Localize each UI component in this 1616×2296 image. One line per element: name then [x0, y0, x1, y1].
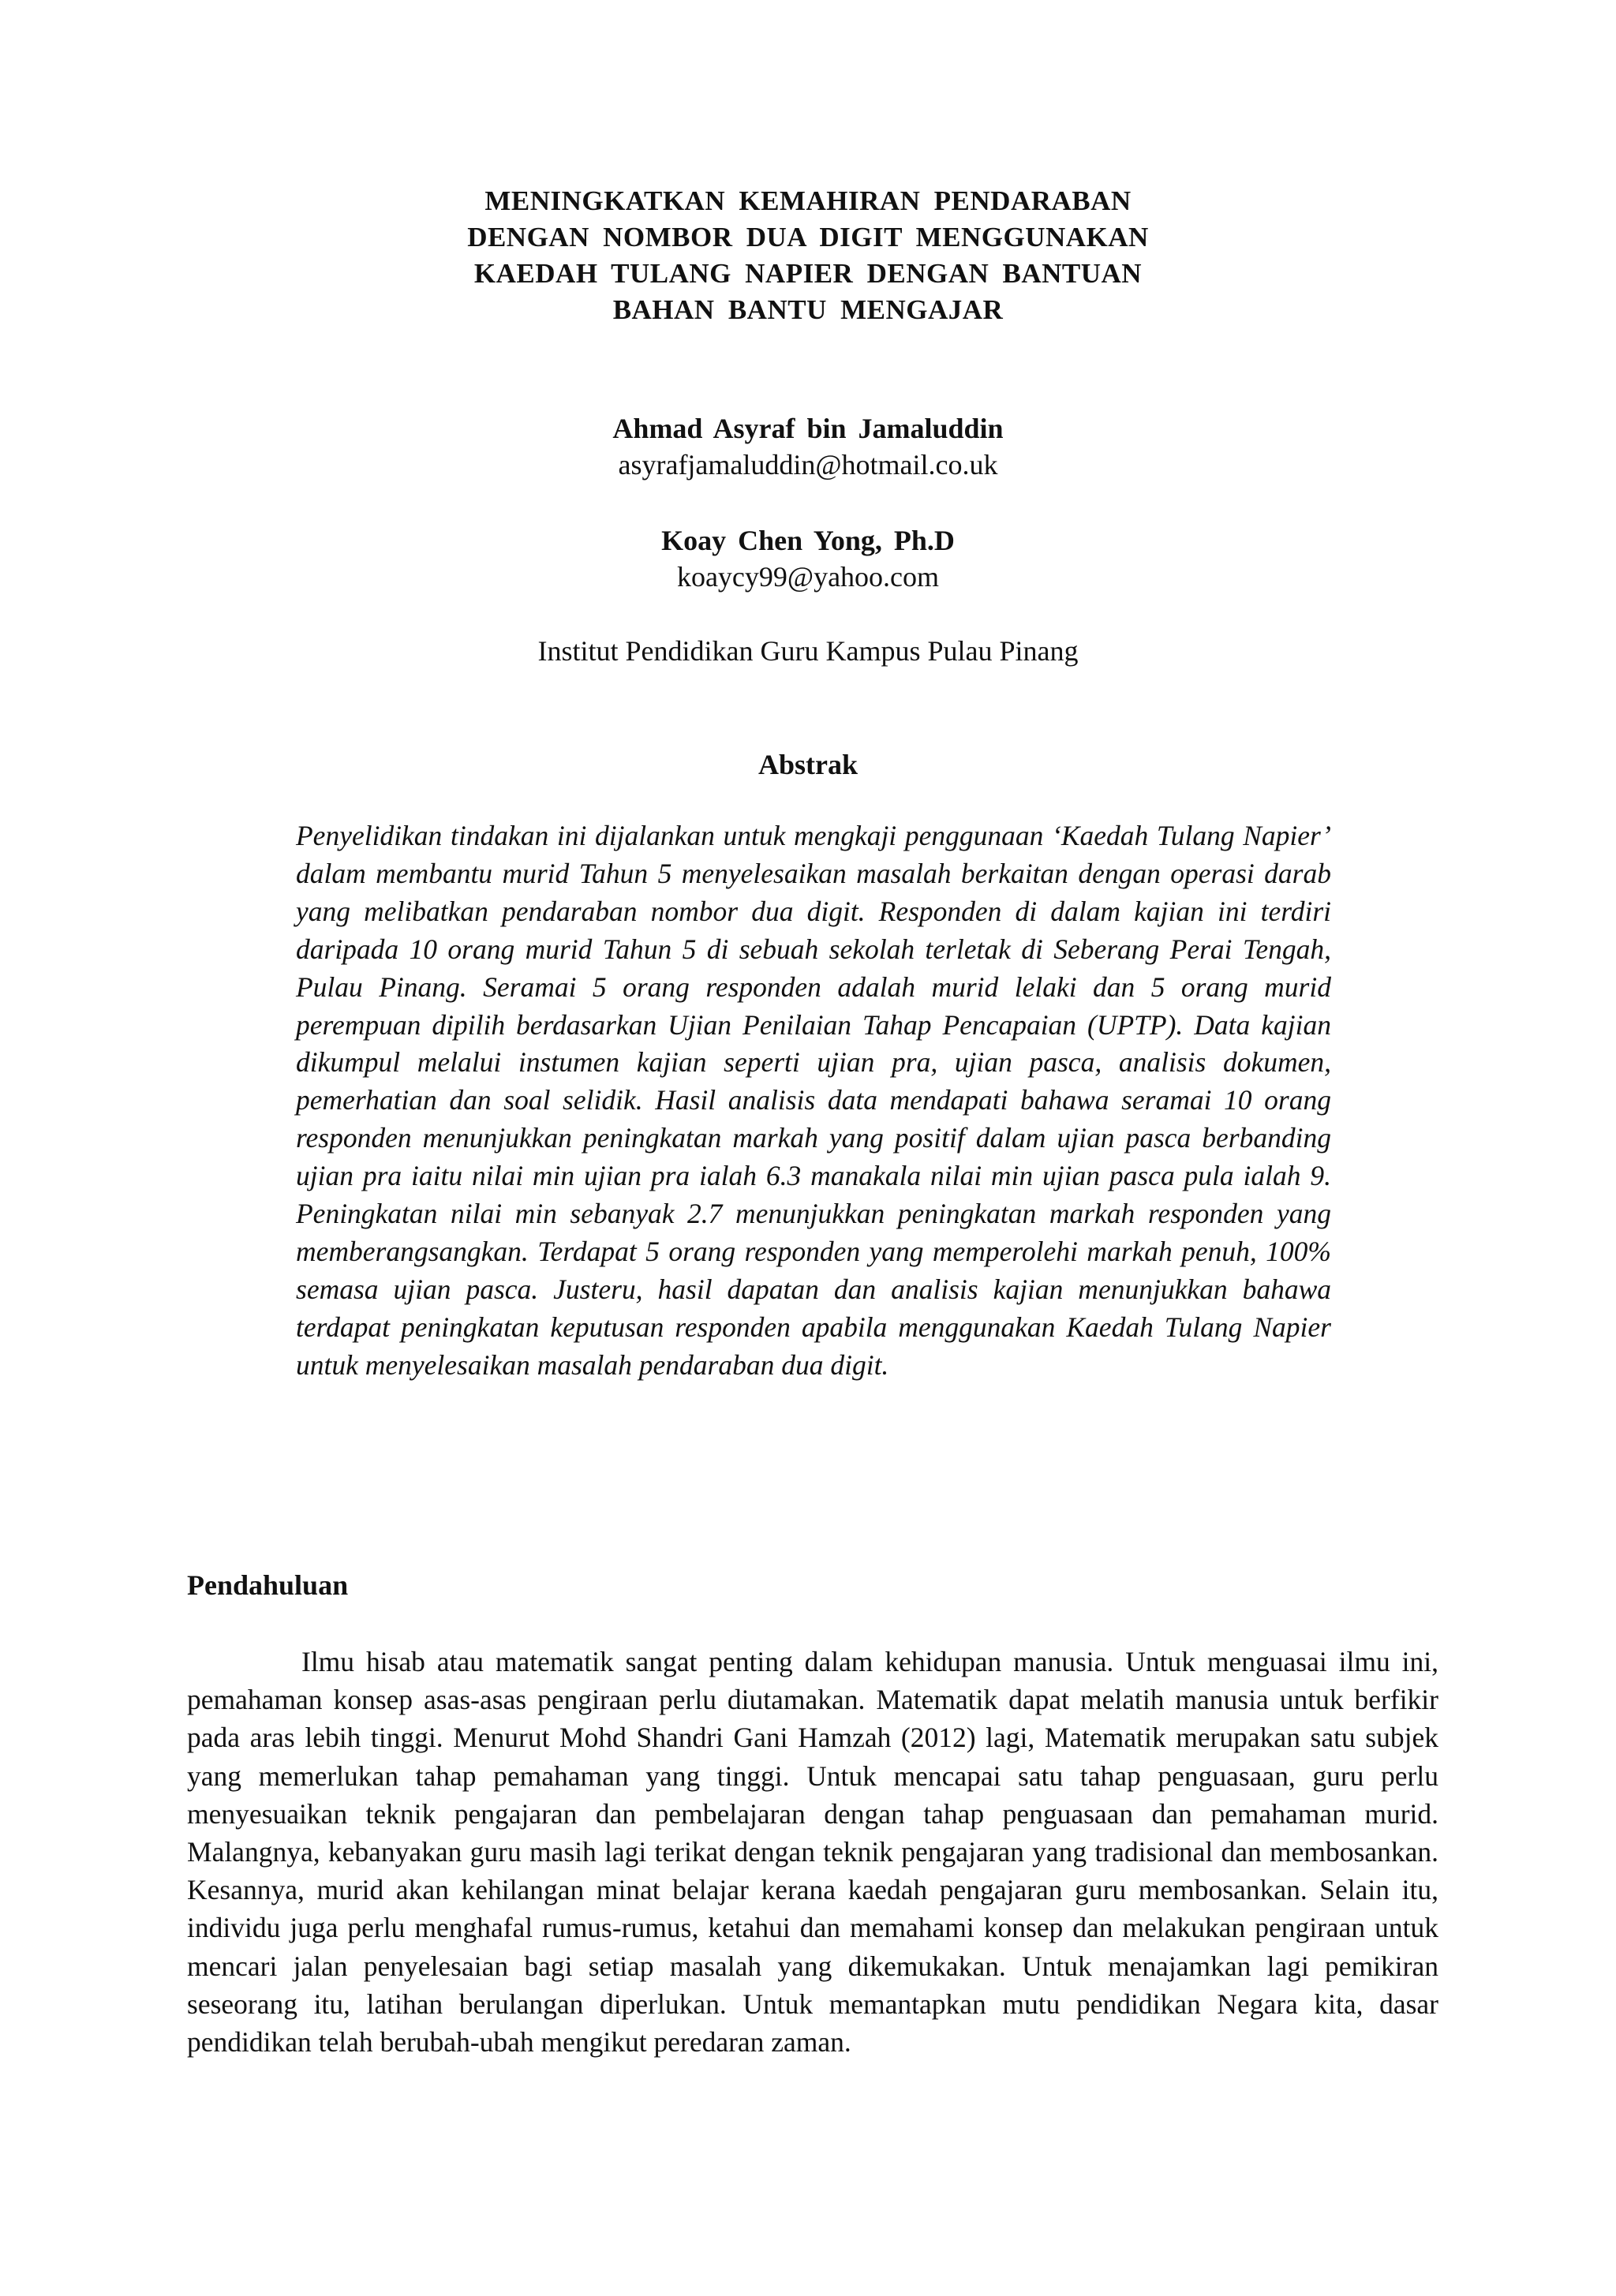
- abstract-heading: Abstrak: [758, 749, 858, 780]
- title-line: KAEDAH TULANG NAPIER DENGAN BANTUAN: [473, 258, 1143, 289]
- author-name: Koay Chen Yong, Ph.D: [661, 525, 955, 556]
- title-line: BAHAN BANTU MENGAJAR: [612, 294, 1004, 325]
- author-2: [0, 522, 1616, 595]
- author-name: Ahmad Asyraf bin Jamaluddin: [612, 413, 1004, 444]
- abstract-text: Penyelidikan tindakan ini dijalankan untuk mengkaji penggunaan ‘Kaedah Tulang Napier’ dalam membantu murid Tahun 5 menyelesaikan masalah berkaitan dengan operasi darab yang melibatkan pendaraban nombor dua digit. Responden di dalam kajian ini terdiri daripada 10 orang murid Tahun 5 di sebuah sekolah terletak di Seberang Perai Tengah, Pulau Pinang. Seramai 5 orang responden adalah murid lelaki dan 5 orang murid perempuan dipilih berdasarkan Ujian Penilaian Tahap Pencapaian (UPTP). Data kajian dikumpul melalui instumen kajian seperti ujian pra, ujian pasca, analisis dokumen, pemerhatian dan soal selidik. Hasil analisis data mendapati bahawa seramai 10 orang responden menunjukkan peningkatan markah yang positif dalam ujian pasca berbanding ujian pra iaitu nilai min ujian pra ialah 6.3 manakala nilai min ujian pasca pula ialah 9. Peningkatan nilai min sebanyak 2.7 menunjukkan peningkatan markah responden yang memberangsangkan. Terdapat 5 orang responden yang memperolehi markah penuh, 100% semasa ujian pasca. Justeru, hasil dapatan dan analisis kajian menunjukkan bahawa terdapat peningkatan keputusan responden apabila menggunakan Kaedah Tulang Napier untuk menyelesaikan masalah pendaraban dua digit.: [296, 820, 1331, 1381]
- author-email: asyrafjamaluddin@hotmail.co.uk: [618, 449, 998, 481]
- paper-title: [0, 183, 1616, 328]
- section-heading: Pendahuluan: [187, 1569, 349, 1601]
- author-1: [0, 410, 1616, 483]
- title-line: MENINGKATKAN KEMAHIRAN PENDARABAN: [484, 185, 1132, 216]
- author-email: koaycy99@yahoo.com: [676, 561, 940, 593]
- title-line: DENGAN NOMBOR DUA DIGIT MENGGUNAKAN: [467, 222, 1149, 252]
- section-body-text: Ilmu hisab atau matematik sangat penting dalam kehidupan manusia. Untuk menguasai ilmu ini, pemahaman konsep asas-asas pengiraan perlu diutamakan. Matematik dapat melatih manusia untuk berfikir pada aras lebih tinggi. Menurut Mohd Shandri Gani Hamzah (2012) lagi, Matematik merupakan satu subjek yang memerlukan tahap pemahaman yang tinggi. Untuk mencapai satu tahap penguasaan, guru perlu menyesuaikan teknik pengajaran dan pembelajaran dengan tahap penguasaan dan pemahaman murid. Malangnya, kebanyakan guru masih lagi terikat dengan teknik pengajaran yang tradisional dan membosankan. Kesannya, murid akan kehilangan minat belajar kerana kaedah pengajaran guru membosankan. Selain itu, individu juga perlu menghafal rumus-rumus, ketahui dan memahami konsep dan melakukan pengiraan untuk mencari jalan penyelesaian bagi setiap masalah yang dikemukakan. Untuk menajamkan lagi pemikiran seseorang itu, latihan berulangan diperlukan. Untuk memantapkan mutu pendidikan Negara kita, dasar pendidikan telah berubah-ubah mengikut peredaran zaman.: [187, 1646, 1438, 2059]
- institution: Institut Pendidikan Guru Kampus Pulau Pinang: [537, 635, 1079, 667]
